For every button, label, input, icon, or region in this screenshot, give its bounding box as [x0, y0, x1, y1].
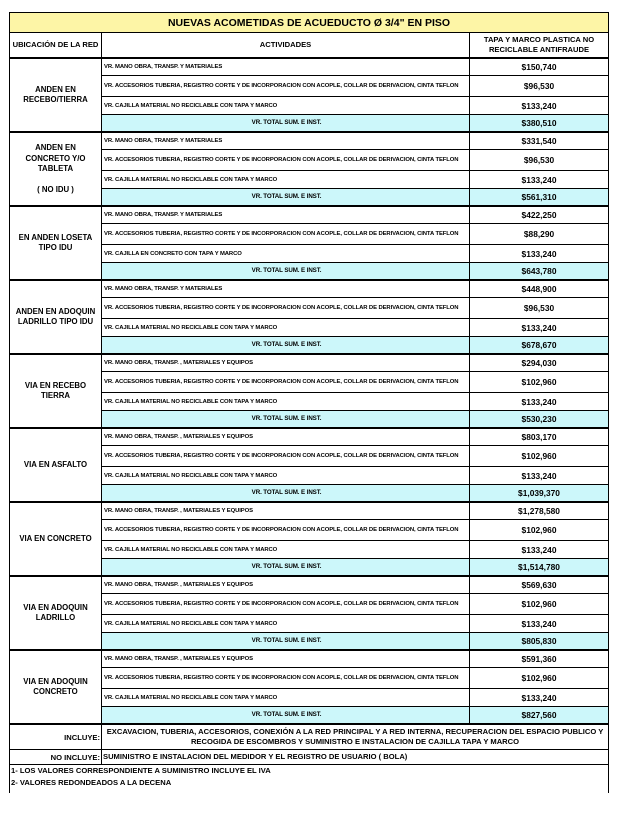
location-cell	[10, 58, 102, 132]
value-cell: $102,960	[470, 372, 609, 393]
total-value: $380,510	[470, 115, 609, 133]
includes-label: INCLUYE:	[10, 724, 102, 750]
activity-cell: VR. CAJILLA MATERIAL NO RECICLABLE CON TAPA Y MARCO	[102, 689, 470, 707]
total-value: $805,830	[470, 633, 609, 651]
location-line: VIA EN ASFALTO	[23, 459, 88, 469]
location-line: VIA EN ADOQUIN	[23, 602, 88, 612]
location-line: ANDEN EN	[35, 84, 76, 94]
value-cell: $102,960	[470, 668, 609, 689]
activity-row	[10, 650, 609, 668]
total-value: $1,039,370	[470, 485, 609, 503]
location-line: ( NO IDU )	[37, 184, 74, 194]
activity-cell: VR. MANO OBRA, TRANSP. Y MATERIALES	[102, 280, 470, 298]
note-1: 1- LOS VALORES CORRESPONDIENTE A SUMINISTRO INCLUYE EL IVA	[11, 766, 271, 775]
location-line: TIPO IDU	[38, 243, 73, 252]
location-cell	[10, 502, 102, 576]
location-line: ANDEN EN ADOQUIN	[15, 306, 96, 316]
activity-cell: VR. MANO OBRA, TRANSP. Y MATERIALES	[102, 58, 470, 76]
notes-cell	[10, 765, 609, 794]
excludes-row	[10, 750, 609, 765]
location-line: EN ANDEN LOSETA	[18, 232, 93, 242]
activity-cell: VR. CAJILLA MATERIAL NO RECICLABLE CON TAPA Y MARCO	[102, 393, 470, 411]
activity-cell: VR. ACCESORIOS TUBERIA, REGISTRO CORTE Y DE INCORPORACION CON ACOPLE, COLLAR DE DERIVACION, CINTA TEFLON	[102, 150, 470, 171]
notes-row	[10, 765, 609, 794]
includes-row	[10, 724, 609, 750]
sheet-title: NUEVAS ACOMETIDAS DE ACUEDUCTO Ø 3/4" EN PISO	[10, 13, 609, 33]
activity-cell: VR. ACCESORIOS TUBERIA, REGISTRO CORTE Y DE INCORPORACION CON ACOPLE, COLLAR DE DERIVACION, CINTA TEFLON	[102, 520, 470, 541]
activity-cell: VR. MANO OBRA, TRANSP. Y MATERIALES	[102, 132, 470, 150]
activity-cell: VR. CAJILLA EN CONCRETO CON TAPA Y MARCO	[102, 245, 470, 263]
value-cell: $569,630	[470, 576, 609, 594]
activity-row	[10, 132, 609, 150]
activity-cell: VR. ACCESORIOS TUBERIA, REGISTRO CORTE Y DE INCORPORACION CON ACOPLE, COLLAR DE DERIVACION, CINTA TEFLON	[102, 224, 470, 245]
activity-cell: VR. CAJILLA MATERIAL NO RECICLABLE CON TAPA Y MARCO	[102, 615, 470, 633]
total-label: VR. TOTAL SUM. E INST.	[102, 707, 470, 725]
header-value: TAPA Y MARCO PLASTICA NO RECICLABLE ANTIFRAUDE	[470, 33, 609, 59]
activity-cell: VR. ACCESORIOS TUBERIA, REGISTRO CORTE Y DE INCORPORACION CON ACOPLE, COLLAR DE DERIVACION, CINTA TEFLON	[102, 668, 470, 689]
total-label: VR. TOTAL SUM. E INST.	[102, 485, 470, 503]
activity-cell: VR. MANO OBRA, TRANSP. , MATERIALES Y EQUIPOS	[102, 502, 470, 520]
total-label: VR. TOTAL SUM. E INST.	[102, 263, 470, 281]
excludes-label: NO INCLUYE:	[10, 750, 102, 765]
activity-cell: VR. CAJILLA MATERIAL NO RECICLABLE CON TAPA Y MARCO	[102, 467, 470, 485]
value-cell: $133,240	[470, 97, 609, 115]
total-value: $561,310	[470, 189, 609, 207]
total-value: $678,670	[470, 337, 609, 355]
location-line: CONCRETO Y/O	[25, 153, 86, 163]
value-cell: $422,250	[470, 206, 609, 224]
value-cell: $133,240	[470, 615, 609, 633]
activity-row	[10, 206, 609, 224]
value-cell: $331,540	[470, 132, 609, 150]
value-cell: $133,240	[470, 393, 609, 411]
activity-cell: VR. CAJILLA MATERIAL NO RECICLABLE CON TAPA Y MARCO	[102, 97, 470, 115]
location-line	[10, 175, 101, 185]
value-cell: $133,240	[470, 467, 609, 485]
value-cell: $803,170	[470, 428, 609, 446]
total-label: VR. TOTAL SUM. E INST.	[102, 559, 470, 577]
location-cell	[10, 650, 102, 724]
activity-row	[10, 58, 609, 76]
location-cell	[10, 428, 102, 502]
value-cell: $150,740	[470, 58, 609, 76]
value-cell: $1,278,580	[470, 502, 609, 520]
total-value: $530,230	[470, 411, 609, 429]
value-cell: $102,960	[470, 520, 609, 541]
activity-cell: VR. ACCESORIOS TUBERIA, REGISTRO CORTE Y DE INCORPORACION CON ACOPLE, COLLAR DE DERIVACION, CINTA TEFLON	[102, 372, 470, 393]
activity-row	[10, 428, 609, 446]
location-line: VIA EN ADOQUIN	[23, 676, 88, 686]
includes-text: EXCAVACION, TUBERIA, ACCESORIOS, CONEXIÓN A LA RED PRINCIPAL Y A RED INTERNA, RECUPERACION DEL ESPACIO PUBLICO Y RECOGIDA DE ESCOMBROS Y SUMINISTRO E INSTALACION DE CAJILLA TAPA Y MARCO	[102, 724, 609, 750]
value-cell: $133,240	[470, 689, 609, 707]
total-label: VR. TOTAL SUM. E INST.	[102, 115, 470, 133]
activity-cell: VR. MANO OBRA, TRANSP. , MATERIALES Y EQUIPOS	[102, 576, 470, 594]
location-line: TIERRA	[40, 391, 71, 400]
total-label: VR. TOTAL SUM. E INST.	[102, 189, 470, 207]
value-cell: $294,030	[470, 354, 609, 372]
activity-cell: VR. CAJILLA MATERIAL NO RECICLABLE CON TAPA Y MARCO	[102, 171, 470, 189]
value-cell: $96,530	[470, 76, 609, 97]
activity-row	[10, 502, 609, 520]
location-cell	[10, 206, 102, 280]
header-activities: ACTIVIDADES	[102, 33, 470, 59]
sections-body	[10, 58, 609, 724]
total-value: $827,560	[470, 707, 609, 725]
value-cell: $102,960	[470, 594, 609, 615]
location-line: VIA EN RECEBO	[24, 380, 87, 390]
activity-cell: VR. MANO OBRA, TRANSP. , MATERIALES Y EQUIPOS	[102, 650, 470, 668]
value-cell: $96,530	[470, 150, 609, 171]
total-label: VR. TOTAL SUM. E INST.	[102, 337, 470, 355]
value-cell: $133,240	[470, 245, 609, 263]
location-cell	[10, 354, 102, 428]
location-line: RECEBO/TIERRA	[23, 95, 88, 104]
location-line: TABLETA	[37, 164, 74, 173]
activity-cell: VR. ACCESORIOS TUBERIA, REGISTRO CORTE Y DE INCORPORACION CON ACOPLE, COLLAR DE DERIVACION, CINTA TEFLON	[102, 594, 470, 615]
activity-cell: VR. ACCESORIOS TUBERIA, REGISTRO CORTE Y DE INCORPORACION CON ACOPLE, COLLAR DE DERIVACION, CINTA TEFLON	[102, 446, 470, 467]
value-cell: $591,360	[470, 650, 609, 668]
activity-cell: VR. MANO OBRA, TRANSP. Y MATERIALES	[102, 206, 470, 224]
total-value: $1,514,780	[470, 559, 609, 577]
value-cell: $88,290	[470, 224, 609, 245]
price-table	[9, 12, 609, 793]
activity-cell: VR. MANO OBRA, TRANSP. , MATERIALES Y EQUIPOS	[102, 354, 470, 372]
location-line: ANDEN EN	[35, 143, 76, 152]
location-line: VIA EN CONCRETO	[19, 533, 92, 543]
location-cell	[10, 132, 102, 206]
activity-row	[10, 354, 609, 372]
location-line: LADRILLO	[35, 613, 76, 622]
value-cell: $133,240	[470, 171, 609, 189]
value-cell: $133,240	[470, 319, 609, 337]
excludes-text: SUMINISTRO E INSTALACION DEL MEDIDOR Y EL REGISTRO DE USUARIO ( BOLA)	[102, 750, 609, 765]
location-line: LADRILLO TIPO IDU	[17, 317, 94, 326]
activity-cell: VR. CAJILLA MATERIAL NO RECICLABLE CON TAPA Y MARCO	[102, 541, 470, 559]
value-cell: $133,240	[470, 541, 609, 559]
total-value: $643,780	[470, 263, 609, 281]
total-label: VR. TOTAL SUM. E INST.	[102, 411, 470, 429]
activity-cell: VR. CAJILLA MATERIAL NO RECICLABLE CON TAPA Y MARCO	[102, 319, 470, 337]
location-cell	[10, 576, 102, 650]
value-cell: $448,900	[470, 280, 609, 298]
activity-cell: VR. MANO OBRA, TRANSP. , MATERIALES Y EQUIPOS	[102, 428, 470, 446]
activity-cell: VR. ACCESORIOS TUBERIA, REGISTRO CORTE Y DE INCORPORACION CON ACOPLE, COLLAR DE DERIVACION, CINTA TEFLON	[102, 76, 470, 97]
activity-row	[10, 280, 609, 298]
value-cell: $96,530	[470, 298, 609, 319]
price-sheet	[9, 12, 608, 793]
activity-cell: VR. ACCESORIOS TUBERIA, REGISTRO CORTE Y DE INCORPORACION CON ACOPLE, COLLAR DE DERIVACION, CINTA TEFLON	[102, 298, 470, 319]
header-location: UBICACIÓN DE LA RED	[10, 33, 102, 59]
note-2: 2- VALORES REDONDEADOS A LA DECENA	[11, 778, 172, 787]
activity-row	[10, 576, 609, 594]
total-label: VR. TOTAL SUM. E INST.	[102, 633, 470, 651]
location-line: CONCRETO	[33, 687, 78, 696]
value-cell: $102,960	[470, 446, 609, 467]
location-cell	[10, 280, 102, 354]
